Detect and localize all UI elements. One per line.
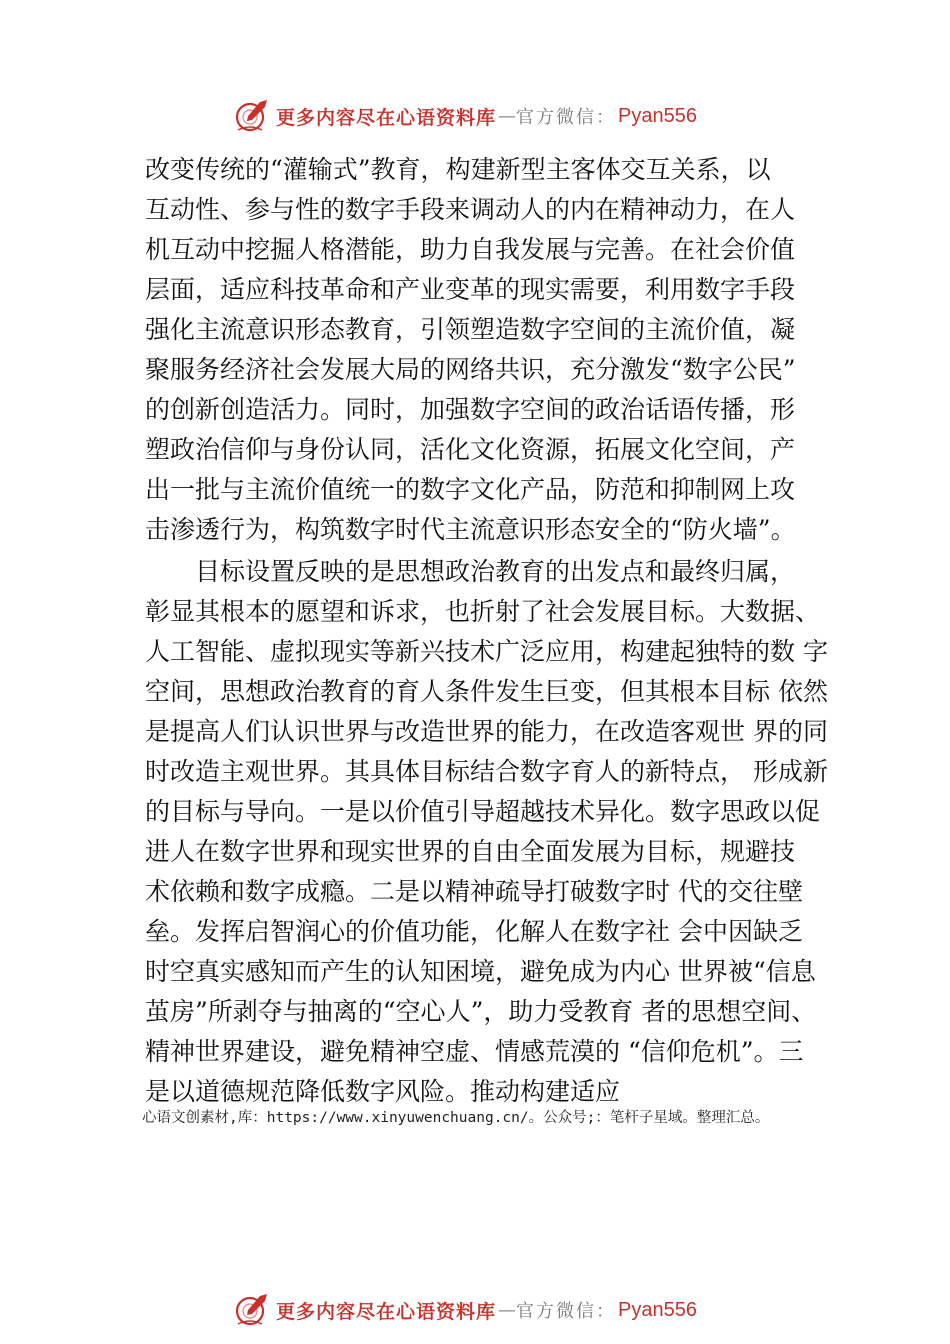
brand-dash: — bbox=[498, 1299, 517, 1321]
header-banner bbox=[232, 96, 697, 136]
pen-nib-circle-icon bbox=[232, 96, 272, 136]
text-line: 出一批与主流价值统一的数字文化产品，防范和抑制网上攻 bbox=[145, 475, 796, 504]
paragraph bbox=[145, 552, 837, 1112]
document-body bbox=[145, 150, 837, 1112]
text-line: 机互动中挖掘人格潜能，助力自我发展与完善。在社会价值 bbox=[145, 235, 796, 264]
paragraph bbox=[145, 150, 837, 550]
text-line: 的目标与导向。一是以价值引导超越技术异化。数字思政以促 bbox=[145, 797, 821, 826]
brand-dash: — bbox=[498, 105, 517, 127]
text-line: 术依赖和数字成瘾。二是以精神疏导打破数字时 代的交往壁 bbox=[145, 877, 803, 906]
text-line: 塑政治信仰与身份认同，活化文化资源，拓展文化空间，产 bbox=[145, 435, 796, 464]
text-line: 改变传统的“灌输式”教育，构建新型主客体交互关系，以 bbox=[145, 155, 771, 184]
text-line: 垒。发挥启智润心的价值功能，化解人在数字社 会中因缺乏 bbox=[145, 917, 803, 946]
text-line: 是提高人们认识世界与改造世界的能力，在改造客观世 界的同 bbox=[145, 717, 828, 746]
source-note: 心语文创素材,库：https://www.xinyuwenchuang.cn/。公众号;：笔杆子星域。整理汇总。 bbox=[142, 1110, 770, 1126]
text-line: 人工智能、虚拟现实等新兴技术广泛应用，构建起独特的数 字 bbox=[145, 637, 828, 666]
text-line: 击渗透行为，构筑数字时代主流意识形态安全的“防火墙”。 bbox=[145, 515, 796, 544]
text-line: 互动性、参与性的数字手段来调动人的内在精神动力，在人 bbox=[145, 195, 796, 224]
text-line: 空间，思想政治教育的育人条件发生巨变，但其根本目标 依然 bbox=[145, 677, 828, 706]
footer-banner bbox=[232, 1290, 697, 1330]
brand-text: 更多内容尽在心语资料库 bbox=[276, 1300, 497, 1323]
wechat-id: Pyan556 bbox=[618, 1298, 697, 1321]
text-line: 精神世界建设，避免精神空虚、情感荒漠的 “信仰危机”。三 bbox=[145, 1037, 804, 1066]
text-line: 时空真实感知而产生的认知困境，避免成为内心 世界被“信息 bbox=[145, 957, 816, 986]
text-line: 聚服务经济社会发展大局的网络共识，充分激发“数字公民” bbox=[145, 355, 796, 384]
brand-text: 更多内容尽在心语资料库 bbox=[276, 106, 497, 129]
text-line: 目标设置反映的是思想政治教育的出发点和最终归属， bbox=[145, 557, 796, 586]
text-line: 进人在数字世界和现实世界的自由全面发展为目标，规避技 bbox=[145, 837, 796, 866]
text-line: 茧房”所剥夺与抽离的“空心人”，助力受教育 者的思想空间、 bbox=[145, 997, 817, 1026]
text-line: 是以道德规范降低数字风险。推动构建适应 bbox=[145, 1077, 621, 1106]
text-line: 的创新创造活力。同时，加强数字空间的政治话语传播，形 bbox=[145, 395, 796, 424]
text-line: 时改造主观世界。其具体目标结合数字育人的新特点， 形成新 bbox=[145, 757, 828, 786]
wechat-label: 官方微信： bbox=[516, 1301, 617, 1322]
text-line: 彰显其根本的愿望和诉求，也折射了社会发展目标。大数据、 bbox=[145, 597, 821, 626]
wechat-label: 官方微信： bbox=[516, 107, 617, 128]
wechat-id: Pyan556 bbox=[618, 104, 697, 127]
text-line: 层面，适应科技革命和产业变革的现实需要，利用数字手段 bbox=[145, 275, 796, 304]
text-line: 强化主流意识形态教育，引领塑造数字空间的主流价值，凝 bbox=[145, 315, 796, 344]
pen-nib-circle-icon bbox=[232, 1290, 272, 1330]
